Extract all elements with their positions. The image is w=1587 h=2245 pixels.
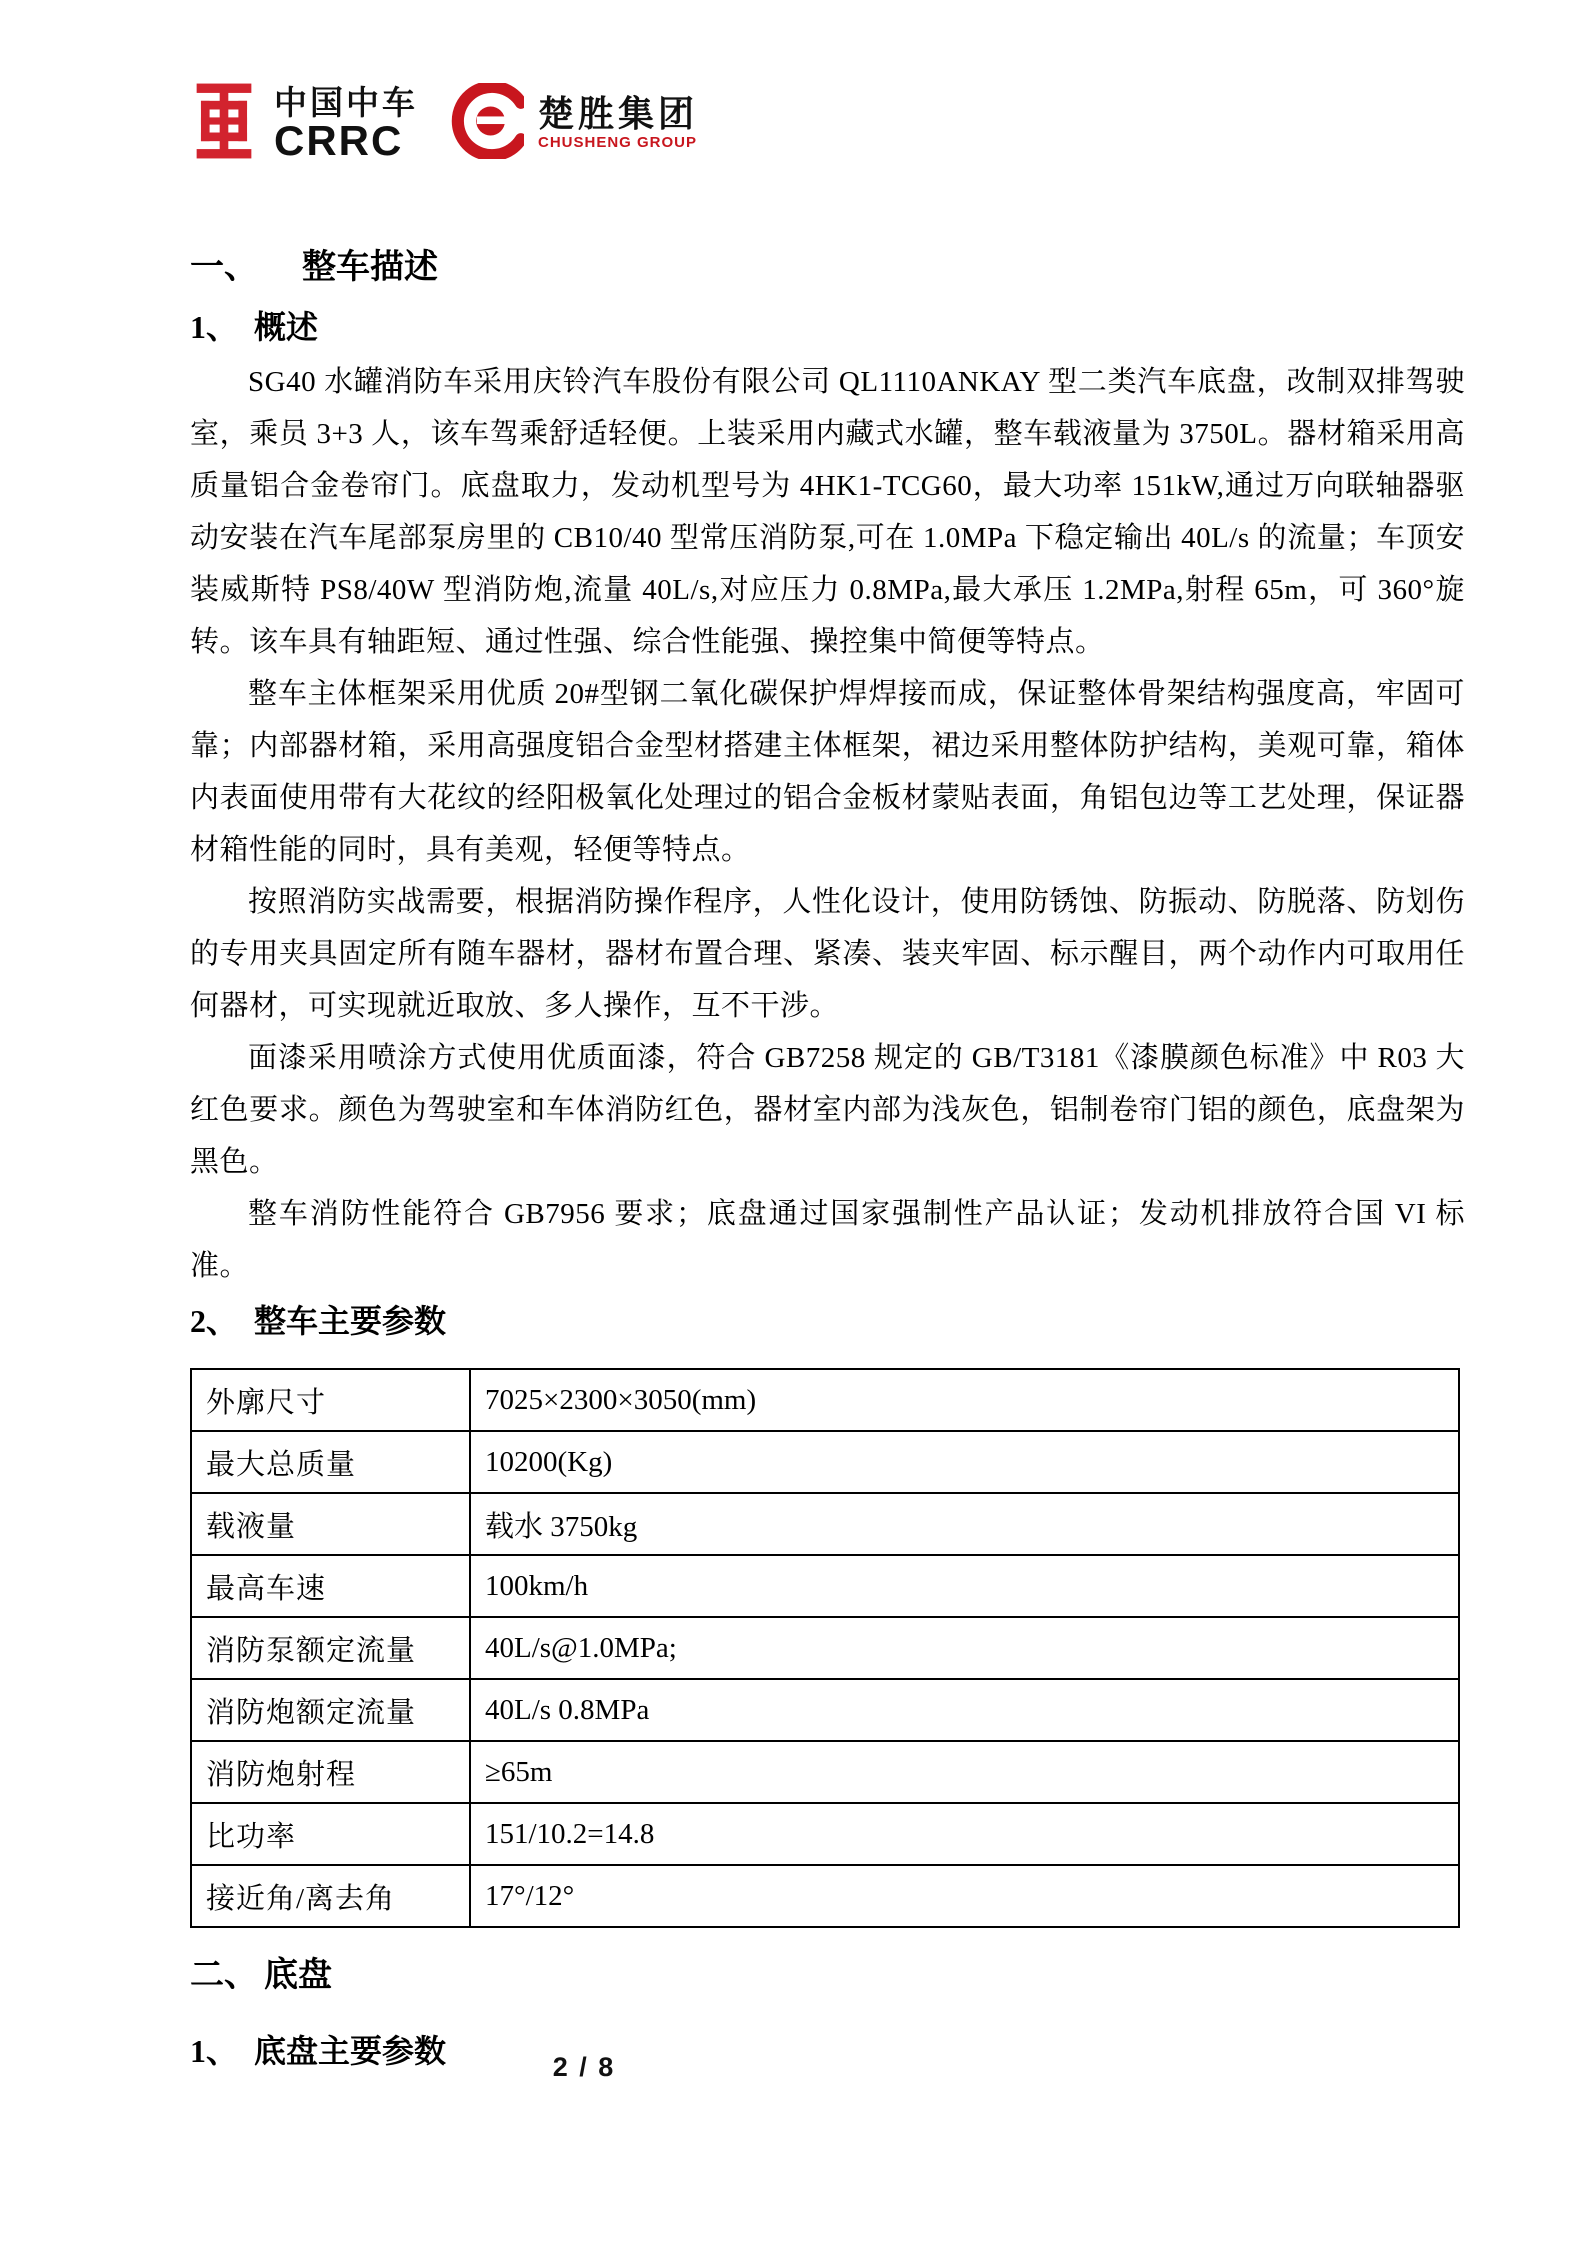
heading-title: 底盘主要参数 [254,2033,447,2069]
chusheng-logo-en: CHUSHENG GROUP [538,133,698,151]
param-label-cell: 消防炮射程 [191,1741,470,1803]
param-value-cell: 17°/12° [470,1865,1459,1927]
param-label-cell: 外廓尺寸 [191,1369,470,1431]
overview-paragraph-2: 整车主体框架采用优质 20#型钢二氧化碳保护焊焊接而成，保证整体骨架结构强度高，牢固可靠；内部器材箱，采用高强度铝合金型材搭建主体框架，裙边采用整体防护结构，美观可靠，箱体内表面使用带有大花纹的经阳极氧化处理过的铝合金板材蒙贴表面，角铝包边等工艺处理，保证器材箱性能的同时，具有美观，轻便等特点。 [190,678,1465,866]
crrc-logo-text [274,84,418,164]
table-row [191,1865,1459,1927]
heading-title: 整车主要参数 [254,1303,447,1339]
heading-title: 概述 [254,309,319,345]
param-value-cell: 载水 3750kg [470,1493,1459,1555]
header-logos [188,82,698,165]
table-row [191,1369,1459,1431]
param-label-cell: 消防泵额定流量 [191,1617,470,1679]
heading-number: 二、 [190,1957,258,1994]
heading-title: 底盘 [264,1957,332,1994]
subheading-vehicle-parameters [190,1298,1465,1344]
page-number: 2 / 8 [552,2052,616,2082]
param-value-cell: 40L/s@1.0MPa; [470,1617,1459,1679]
table-row [191,1555,1459,1617]
overview-paragraph-3: 按照消防实战需要，根据消防操作程序，人性化设计，使用防锈蚀、防振动、防脱落、防划伤的专用夹具固定所有随车器材，器材布置合理、紧凑、装夹牢固、标示醒目，两个动作内可取用任何器材，可实现就近取放、多人操作，互不干涉。 [190,886,1465,1022]
document-content [190,244,1465,2080]
overview-paragraph-5: 整车消防性能符合 GB7956 要求；底盘通过国家强制性产品认证；发动机排放符合国 VI 标准。 [190,1198,1465,1282]
overview-paragraph-1: SG40 水罐消防车采用庆铃汽车股份有限公司 QL1110ANKAY 型二类汽车底盘，改制双排驾驶室，乘员 3+3 人，该车驾乘舒适轻便。上装采用内藏式水罐，整车载液量为 3750L。器材箱采用高质量铝合金卷帘门。底盘取力，发动机型号为 4HK1-TCG60，最大功率 151kW,通过万向联轴器驱动安装在汽车尾部泵房里的 CB10/40 型常压消防泵,可在 1.0MPa 下稳定输出 40L/s 的流量；车顶安装威斯特 PS8/40W 型消防炮,流量 40L/s,对应压力 0.8MPa,最大承压 1.2MPa,射程 65m，可 360°旋转。该车具有轴距短、通过性强、综合性能强、操控集中简便等特点。 [190,366,1465,658]
crrc-logo-cn: 中国中车 [274,84,418,122]
crrc-logo [188,82,418,165]
table-row [191,1679,1459,1741]
param-label-cell: 接近角/离去角 [191,1865,470,1927]
vehicle-parameters-table [190,1368,1460,1928]
table-row [191,1617,1459,1679]
subheading-overview [190,304,1465,350]
crrc-logo-icon [188,82,260,165]
chusheng-logo [448,83,698,164]
table-row [191,1431,1459,1493]
param-value-cell: 151/10.2=14.8 [470,1803,1459,1865]
heading-title: 整车描述 [302,249,438,286]
subheading-chassis-parameters [190,2028,1465,2074]
param-value-cell: ≥65m [470,1741,1459,1803]
chusheng-logo-text [538,92,699,152]
overview-paragraph-4: 面漆采用喷涂方式使用优质面漆，符合 GB7258 规定的 GB/T3181《漆膜颜色标准》中 R03 大红色要求。颜色为驾驶室和车体消防红色，器材室内部为浅灰色，铝制卷帘门铝的颜色，底盘架为黑色。 [190,1042,1465,1178]
table-row [191,1803,1459,1865]
param-value-cell: 40L/s 0.8MPa [470,1679,1459,1741]
table-row [191,1741,1459,1803]
table-row [191,1493,1459,1555]
param-value-cell: 100km/h [470,1555,1459,1617]
crrc-logo-en: CRRC [274,116,404,164]
param-value-cell: 7025×2300×3050(mm) [470,1369,1459,1431]
section-heading-chassis [190,1952,1465,2000]
param-label-cell: 载液量 [191,1493,470,1555]
param-label-cell: 比功率 [191,1803,470,1865]
param-value-cell: 10200(Kg) [470,1431,1459,1493]
param-label-cell: 消防炮额定流量 [191,1679,470,1741]
heading-number: 2、 [190,1303,239,1339]
heading-number: 1、 [190,309,239,345]
param-label-cell: 最高车速 [191,1555,470,1617]
chusheng-logo-icon [448,83,524,164]
param-label-cell: 最大总质量 [191,1431,470,1493]
heading-number: 一、 [190,249,258,286]
section-heading-vehicle-description [190,244,1465,292]
heading-number: 1、 [190,2033,239,2069]
chusheng-logo-cn: 楚胜集团 [538,92,699,134]
